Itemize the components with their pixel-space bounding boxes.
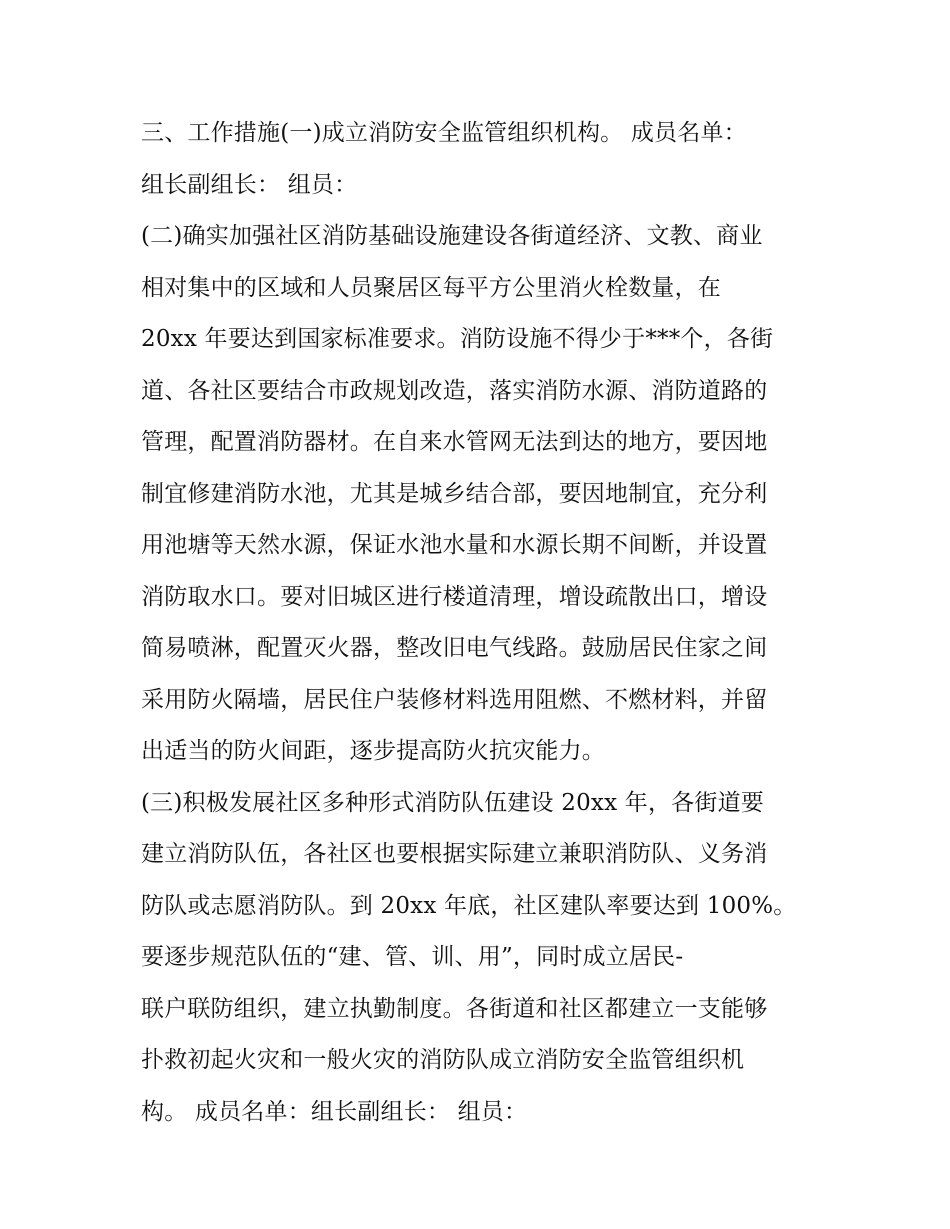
- text-line: 组长副组长： 组员：: [141, 171, 358, 198]
- text-line: 消防取水口。要对旧城区进行楼道清理，增设疏散出口，增设: [141, 583, 768, 610]
- text-line: 简易喷淋，配置灭火器，整改旧电气线路。鼓励居民住家之间: [141, 635, 768, 661]
- text-line: 道、各社区要结合市政规划改造，落实消防水源、消防道路的: [141, 377, 768, 404]
- text-line: 扑救初起火灾和一般火灾的消防队成立消防安全监管组织机: [141, 1047, 745, 1073]
- text-line: 出适当的防火间距，逐步提高防火抗灾能力。: [141, 738, 605, 764]
- text-line: 相对集中的区域和人员聚居区每平方公里消火栓数量，在: [141, 274, 721, 301]
- text-line: 制宜修建消防水池，尤其是城乡结合部，要因地制宜，充分利: [141, 480, 768, 507]
- text-line: 管理，配置消防器材。在自来水管网无法到达的地方，要因地: [141, 429, 768, 455]
- text-line: 采用防火隔墙，居民住户装修材料选用阻燃、不燃材料，并留: [141, 686, 768, 713]
- text-line: 构。 成员名单：组长副组长： 组员：: [141, 1098, 528, 1125]
- text-line: 防队或志愿消防队。到 20xx 年底，社区建队率要达到 100%。: [141, 892, 797, 919]
- text-line: 联户联防组织，建立执勤制度。各街道和社区都建立一支能够: [141, 995, 768, 1022]
- text-line: 建立消防队伍，各社区也要根据实际建立兼职消防队、义务消: [141, 841, 768, 867]
- text-line: 20xx 年要达到国家标准要求。消防设施不得少于***个，各街: [141, 326, 774, 352]
- text-line: 三、工作措施(一)成立消防安全监管组织机构。 成员名单：: [141, 120, 747, 146]
- text-line: (三)积极发展社区多种形式消防队伍建设 20xx 年，各街道要: [141, 789, 764, 816]
- text-line: 要逐步规范队伍的“建、管、训、用”，同时成立居民-: [141, 944, 684, 970]
- body-text: [141, 108, 831, 1138]
- text-line: 用池塘等天然水源，保证水池水量和水源长期不间断，并设置: [141, 532, 768, 558]
- text-line: (二)确实加强社区消防基础设施建设各街道经济、文教、商业: [141, 223, 763, 249]
